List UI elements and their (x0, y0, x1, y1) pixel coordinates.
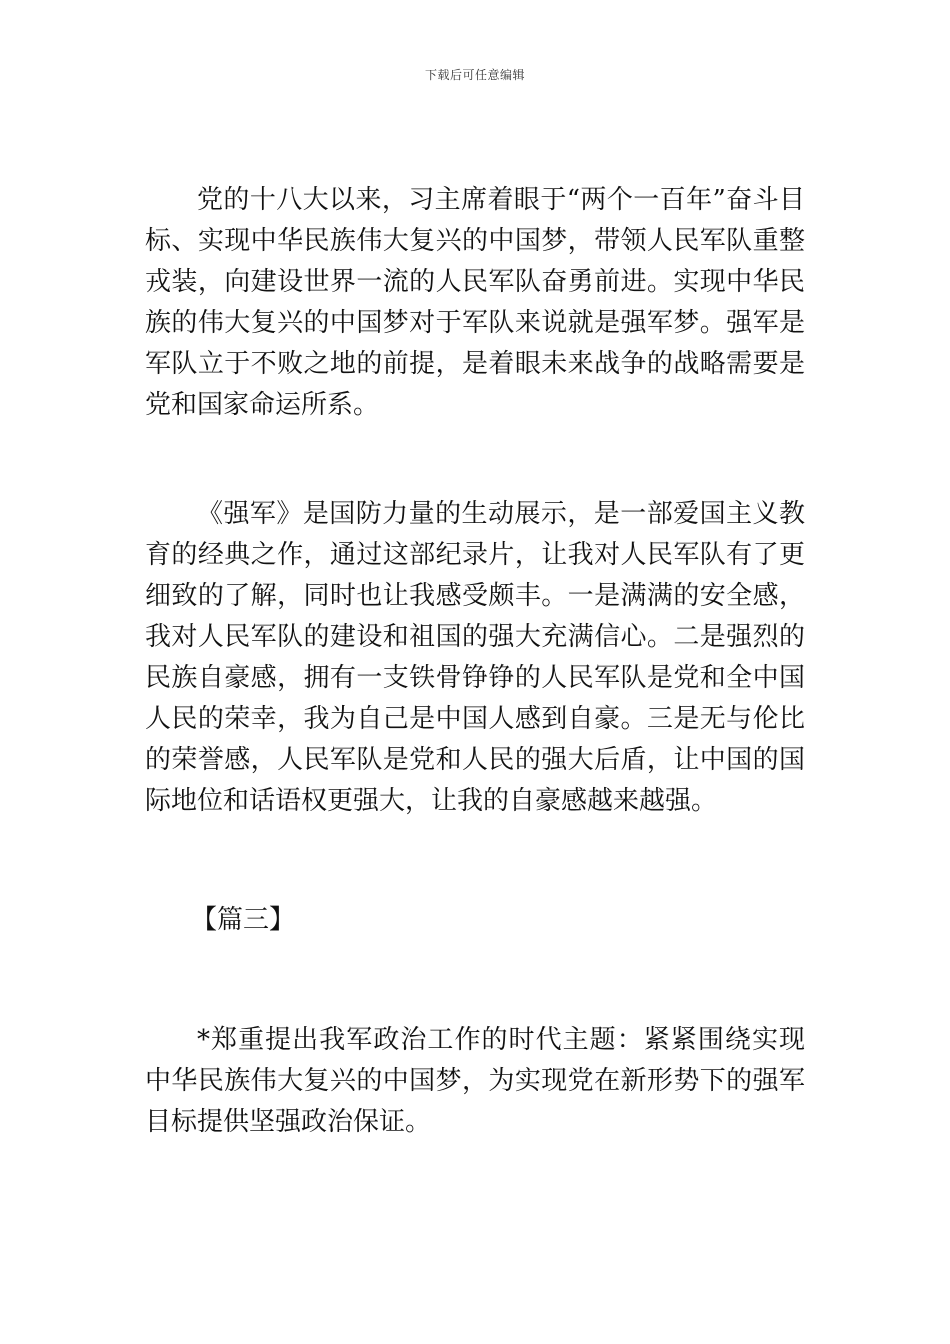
paragraph-3: *郑重提出我军政治工作的时代主题：紧紧围绕实现中华民族伟大复兴的中国梦，为实现党在新形势下的强军目标提供坚强政治保证。 (145, 1025, 805, 1137)
header-note: 下载后可任意编辑 (424, 68, 525, 82)
paragraph-1: 党的十八大以来，习主席着眼于“两个一百年”奋斗目标、实现中华民族伟大复兴的中国梦，带领人民军队重整戎装，向建设世界一流的人民军队奋勇前进。实现中华民族的伟大复兴的中国梦对于军队来说就是强军梦。强军是军队立于不败之地的前提，是着眼未来战争的战略需要是党和国家命运所系。 (145, 185, 805, 420)
document-body (145, 180, 805, 1143)
section-heading: 【篇三】 (191, 905, 296, 935)
paragraph-2: 《强军》是国防力量的生动展示，是一部爱国主义教育的经典之作，通过这部纪录片，让我对人民军队有了更细致的了解，同时也让我感受颇丰。一是满满的安全感，我对人民军队的建设和祖国的强大充满信心。二是强烈的民族自豪感，拥有一支铁骨铮铮的人民军队是党和全中国人民的荣幸，我为自己是中国人感到自豪。三是无与伦比的荣誉感，人民军队是党和人民的强大后盾，让中国的国际地位和话语权更强大，让我的自豪感越来越强。 (145, 499, 805, 816)
